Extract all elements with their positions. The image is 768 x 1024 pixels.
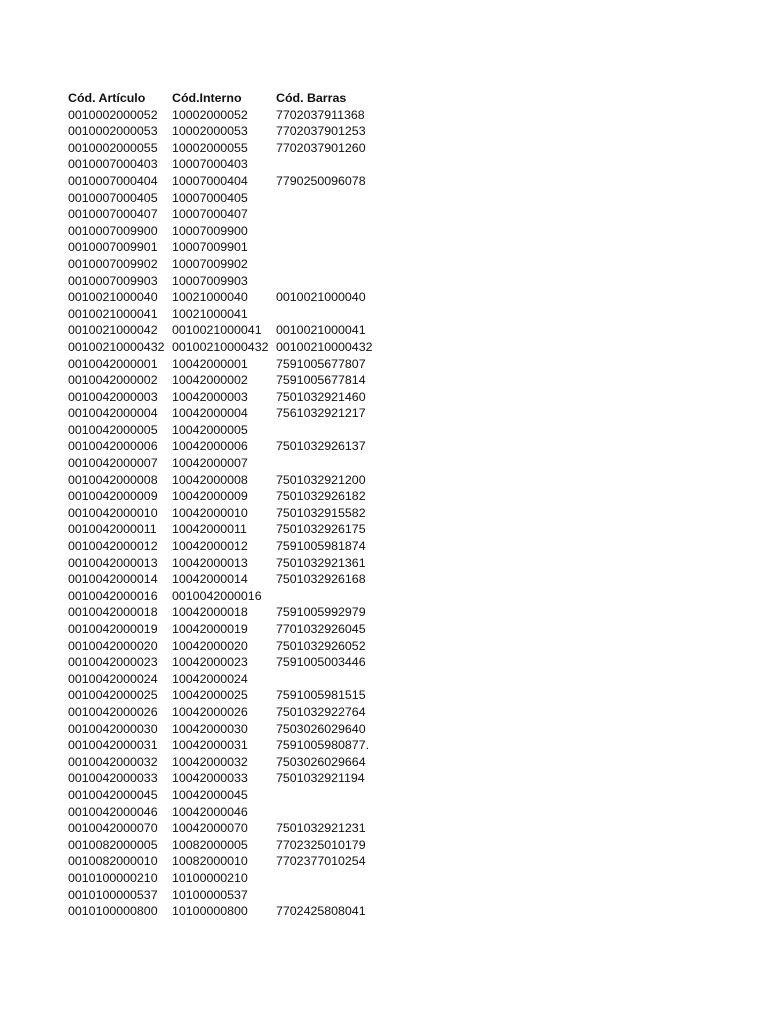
table-row	[68, 289, 386, 306]
cell-cod-interno: 10042000012	[172, 539, 248, 554]
cell-cod-barras	[276, 671, 386, 688]
cell-cod-interno: 10007000404	[172, 173, 248, 188]
cell-cod-barras	[276, 588, 386, 605]
table-row	[68, 671, 386, 688]
cell-cod-articulo: 0010007009903	[68, 273, 158, 288]
cell-cod-interno: 10002000053	[172, 124, 248, 139]
cell-cod-barras: 7702037911368	[276, 107, 365, 122]
table-body	[68, 107, 386, 920]
cell-cod-barras	[276, 273, 386, 290]
cell-cod-interno: 10021000040	[172, 290, 248, 305]
cell-cod-barras: 7501032921200	[276, 472, 366, 487]
table-row	[68, 604, 386, 621]
cell-cod-barras: 7501032926175	[276, 522, 366, 537]
cell-cod-interno: 10042000033	[172, 771, 248, 786]
cell-cod-barras	[276, 190, 386, 207]
cell-cod-interno: 10007000405	[172, 190, 248, 205]
cell-cod-interno: 10002000052	[172, 107, 248, 122]
cell-cod-barras: 7591005677814	[276, 373, 366, 388]
cell-cod-barras	[276, 206, 386, 223]
cell-cod-barras	[276, 223, 386, 240]
cell-cod-barras: 7591005981515	[276, 688, 366, 703]
table-row	[68, 488, 386, 505]
table-row	[68, 804, 386, 821]
cell-cod-interno: 0010042000016	[172, 588, 262, 603]
cell-cod-articulo: 0010042000010	[68, 505, 158, 520]
cell-cod-barras: 7591005992979	[276, 605, 366, 620]
cell-cod-articulo: 0010042000030	[68, 721, 158, 736]
cell-cod-articulo: 0010007000403	[68, 157, 158, 172]
table-row	[68, 870, 386, 887]
cell-cod-articulo: 0010042000045	[68, 787, 158, 802]
cell-cod-articulo: 0010002000052	[68, 107, 158, 122]
cell-cod-interno: 00100210000432	[172, 339, 269, 354]
cell-cod-barras	[276, 804, 386, 821]
cell-cod-articulo: 0010042000016	[68, 588, 158, 603]
cell-cod-interno: 10042000024	[172, 671, 248, 686]
table-row	[68, 571, 386, 588]
table-row	[68, 638, 386, 655]
table-row	[68, 621, 386, 638]
cell-cod-interno: 10042000008	[172, 472, 248, 487]
cell-cod-articulo: 0010002000055	[68, 140, 158, 155]
table-row	[68, 140, 386, 157]
table-row	[68, 173, 386, 190]
table-row	[68, 156, 386, 173]
cell-cod-barras: 0010021000040	[276, 290, 366, 305]
cell-cod-articulo: 0010042000005	[68, 422, 158, 437]
table-row	[68, 521, 386, 538]
table-row	[68, 687, 386, 704]
cell-cod-barras: 7702037901260	[276, 140, 366, 155]
cell-cod-interno: 10042000046	[172, 804, 248, 819]
cell-cod-interno: 10042000032	[172, 754, 248, 769]
cell-cod-articulo: 0010082000010	[68, 854, 158, 869]
cell-cod-barras	[276, 870, 386, 887]
cell-cod-barras: 7501032926168	[276, 572, 366, 587]
cell-cod-articulo: 0010007009902	[68, 256, 158, 271]
cell-cod-interno: 10100000537	[172, 887, 248, 902]
cell-cod-barras: 7561032921217	[276, 406, 366, 421]
cell-cod-interno: 10021000041	[172, 306, 248, 321]
cell-cod-interno: 10082000010	[172, 854, 248, 869]
cell-cod-articulo: 0010042000011	[68, 522, 157, 537]
cell-cod-articulo: 0010007000404	[68, 173, 158, 188]
cell-cod-barras	[276, 422, 386, 439]
cell-cod-interno: 10042000023	[172, 655, 248, 670]
cell-cod-articulo: 0010007009901	[68, 240, 158, 255]
cell-cod-articulo: 0010042000032	[68, 754, 158, 769]
cell-cod-articulo: 0010100000210	[68, 870, 158, 885]
table-row	[68, 107, 386, 124]
table-row	[68, 223, 386, 240]
cell-cod-barras: 7702425808041	[276, 904, 366, 919]
table-row	[68, 555, 386, 572]
cell-cod-interno: 10042000030	[172, 721, 248, 736]
table-row	[68, 123, 386, 140]
cell-cod-barras	[276, 256, 386, 273]
cell-cod-articulo: 0010021000041	[68, 306, 158, 321]
cell-cod-barras: 7591005677807	[276, 356, 366, 371]
table-row	[68, 356, 386, 373]
cell-cod-articulo: 0010042000025	[68, 688, 158, 703]
cell-cod-barras	[276, 156, 386, 173]
cell-cod-articulo: 0010042000003	[68, 389, 158, 404]
table-row	[68, 787, 386, 804]
table-row	[68, 770, 386, 787]
cell-cod-articulo: 0010007009900	[68, 223, 158, 238]
product-code-table	[68, 90, 386, 920]
cell-cod-articulo: 0010042000007	[68, 456, 158, 471]
cell-cod-interno: 10007009901	[172, 240, 248, 255]
table-row	[68, 322, 386, 339]
cell-cod-interno: 10042000013	[172, 555, 248, 570]
cell-cod-interno: 10042000011	[172, 522, 247, 537]
cell-cod-interno: 10007000407	[172, 207, 248, 222]
cell-cod-articulo: 0010042000001	[68, 356, 158, 371]
cell-cod-barras: 7501032921361	[276, 555, 366, 570]
cell-cod-interno: 10042000003	[172, 389, 248, 404]
cell-cod-barras: 7501032915582	[276, 505, 366, 520]
cell-cod-articulo: 0010002000053	[68, 124, 158, 139]
table-row	[68, 256, 386, 273]
cell-cod-articulo: 0010042000018	[68, 605, 158, 620]
table-row	[68, 704, 386, 721]
header-cod-interno: Cód.Interno	[172, 91, 242, 105]
table-row	[68, 372, 386, 389]
table-row	[68, 538, 386, 555]
cell-cod-barras: 7790250096078	[276, 173, 366, 188]
cell-cod-articulo: 0010021000042	[68, 323, 158, 338]
cell-cod-articulo: 0010042000014	[68, 572, 158, 587]
cell-cod-barras: 7702325010179	[276, 837, 366, 852]
cell-cod-barras: 7501032926137	[276, 439, 366, 454]
cell-cod-barras: 7501032926052	[276, 638, 366, 653]
cell-cod-barras	[276, 455, 386, 472]
cell-cod-barras	[276, 787, 386, 804]
cell-cod-barras: 7501032921194	[276, 771, 365, 786]
cell-cod-interno: 10042000019	[172, 622, 248, 636]
cell-cod-interno: 10100000210	[172, 870, 248, 885]
cell-cod-interno: 10042000018	[172, 605, 248, 620]
cell-cod-interno: 10002000055	[172, 140, 248, 155]
cell-cod-barras	[276, 239, 386, 256]
cell-cod-articulo: 0010007000407	[68, 207, 158, 222]
cell-cod-barras: 7701032926045	[276, 622, 366, 636]
table-row	[68, 737, 386, 754]
table-row	[68, 239, 386, 256]
cell-cod-interno: 10042000009	[172, 489, 248, 504]
table-row	[68, 389, 386, 406]
cell-cod-articulo: 0010042000013	[68, 555, 158, 570]
cell-cod-interno: 10007009903	[172, 273, 248, 288]
cell-cod-interno: 10042000002	[172, 373, 248, 388]
cell-cod-barras: 7501032926182	[276, 489, 366, 504]
cell-cod-interno: 10007009900	[172, 223, 248, 238]
cell-cod-articulo: 0010042000004	[68, 406, 158, 421]
cell-cod-interno: 10042000031	[172, 738, 248, 753]
table-row	[68, 887, 386, 904]
cell-cod-articulo: 0010042000023	[68, 655, 158, 670]
cell-cod-articulo: 0010042000046	[68, 804, 158, 819]
cell-cod-articulo: 0010042000070	[68, 821, 158, 836]
cell-cod-barras: 0010021000041	[276, 323, 366, 338]
cell-cod-barras: 7702037901253	[276, 124, 366, 139]
cell-cod-interno: 10007000403	[172, 157, 248, 172]
table-row	[68, 820, 386, 837]
table-row	[68, 206, 386, 223]
cell-cod-articulo: 0010100000800	[68, 904, 158, 919]
cell-cod-barras: 7702377010254	[276, 854, 366, 869]
cell-cod-interno: 10042000045	[172, 787, 248, 802]
cell-cod-barras: 7501032922764	[276, 704, 366, 719]
cell-cod-barras: 00100210000432	[276, 339, 373, 354]
cell-cod-articulo: 0010042000033	[68, 771, 158, 786]
header-cod-articulo: Cód. Artículo	[68, 91, 146, 105]
table-row	[68, 654, 386, 671]
header-cod-barras: Cód. Barras	[276, 91, 347, 105]
cell-cod-interno: 10042000005	[172, 422, 248, 437]
cell-cod-barras: 7591005980877.	[276, 738, 370, 753]
cell-cod-articulo: 0010042000020	[68, 638, 158, 653]
cell-cod-interno: 10042000001	[172, 356, 248, 371]
table-row	[68, 721, 386, 738]
cell-cod-interno: 10042000004	[172, 406, 248, 421]
table-row	[68, 273, 386, 290]
cell-cod-articulo: 0010042000008	[68, 472, 158, 487]
cell-cod-barras: 7591005003446	[276, 655, 366, 670]
cell-cod-interno: 10042000070	[172, 821, 248, 836]
table-row	[68, 339, 386, 356]
table-row	[68, 405, 386, 422]
cell-cod-interno: 10042000007	[172, 456, 248, 471]
table-row	[68, 853, 386, 870]
cell-cod-interno: 10042000020	[172, 638, 248, 653]
table-row	[68, 455, 386, 472]
cell-cod-articulo: 00100210000432	[68, 339, 165, 354]
cell-cod-articulo: 0010042000009	[68, 489, 158, 504]
table-row	[68, 754, 386, 771]
cell-cod-articulo: 0010042000006	[68, 439, 158, 454]
cell-cod-barras: 7501032921460	[276, 389, 366, 404]
cell-cod-barras: 7501032921231	[276, 821, 366, 836]
cell-cod-articulo: 0010082000005	[68, 837, 158, 852]
cell-cod-barras	[276, 306, 386, 323]
cell-cod-articulo: 0010042000002	[68, 373, 158, 388]
cell-cod-interno: 10042000006	[172, 439, 248, 454]
cell-cod-articulo: 0010007000405	[68, 190, 158, 205]
cell-cod-interno: 10100000800	[172, 904, 248, 919]
cell-cod-articulo: 0010100000537	[68, 887, 158, 902]
cell-cod-interno: 10007009902	[172, 256, 248, 271]
table-row	[68, 190, 386, 207]
table-row	[68, 837, 386, 854]
cell-cod-interno: 10042000026	[172, 704, 248, 719]
table-header-row	[68, 90, 386, 107]
cell-cod-barras: 7503026029640	[276, 721, 366, 736]
table-row	[68, 438, 386, 455]
table-row	[68, 422, 386, 439]
cell-cod-articulo: 0010042000024	[68, 671, 158, 686]
cell-cod-interno: 10042000010	[172, 505, 248, 520]
cell-cod-barras: 7503026029664	[276, 754, 366, 769]
cell-cod-articulo: 0010042000019	[68, 622, 158, 636]
cell-cod-barras: 7591005981874	[276, 539, 366, 554]
cell-cod-articulo: 0010021000040	[68, 290, 158, 305]
cell-cod-interno: 0010021000041	[172, 323, 262, 338]
cell-cod-interno: 10042000014	[172, 572, 248, 587]
cell-cod-barras	[276, 887, 386, 904]
table-row	[68, 588, 386, 605]
cell-cod-articulo: 0010042000012	[68, 539, 158, 554]
cell-cod-articulo: 0010042000031	[68, 738, 158, 753]
cell-cod-interno: 10082000005	[172, 837, 248, 852]
table-row	[68, 306, 386, 323]
cell-cod-interno: 10042000025	[172, 688, 248, 703]
cell-cod-articulo: 0010042000026	[68, 704, 158, 719]
table-row	[68, 903, 386, 920]
table-row	[68, 472, 386, 489]
table-row	[68, 505, 386, 522]
